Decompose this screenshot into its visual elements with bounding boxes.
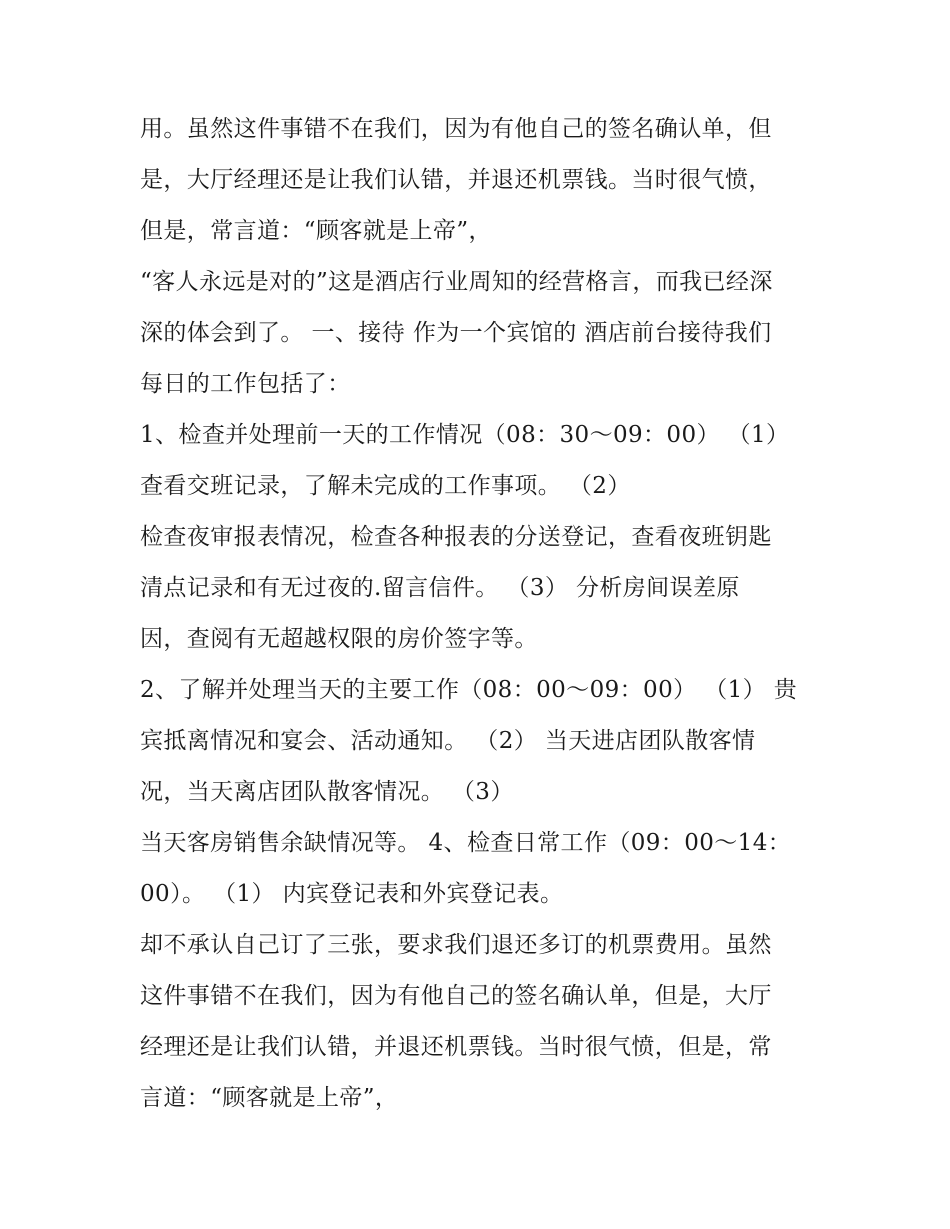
text-line-10: 清点记录和有无过夜的.留言信件。 （3） 分析房间误差原 <box>140 575 740 601</box>
text-line-4: “客人永远是对的”这是酒店行业周知的经营格言，而我已经深 <box>140 269 773 295</box>
text-line-19: 经理还是让我们认错，并退还机票钱。当时很气愤，但是，常 <box>140 1034 772 1060</box>
text-line-13: 宾抵离情况和宴会、活动通知。 （2） 当天进店团队散客情 <box>140 728 756 754</box>
document-body <box>140 104 820 1124</box>
text-line-11: 因，查阅有无超越权限的房价签字等。 <box>140 626 538 652</box>
text-line-1: 用。虽然这件事错不在我们，因为有他自己的签名确认单，但 <box>140 116 772 142</box>
text-line-17: 却不承认自己订了三张，要求我们退还多订的机票费用。虽然 <box>140 932 772 958</box>
text-line-9: 检查夜审报表情况，检查各种报表的分送登记，查看夜班钥匙 <box>140 524 772 550</box>
text-line-5: 深的体会到了。 一、接待 作为一个宾馆的 酒店前台接待我们 <box>140 320 772 346</box>
text-line-16: 00）。 （1） 内宾登记表和外宾登记表。 <box>140 881 564 907</box>
text-line-14: 况，当天离店团队散客情况。 （3） <box>140 779 514 805</box>
text-line-20: 言道：“顾客就是上帝”， <box>140 1085 399 1111</box>
text-line-12: 2、了解并处理当天的主要工作（08：00～09：00） （1） 贵 <box>140 677 798 703</box>
text-line-15: 当天客房销售余缺情况等。 4、检查日常工作（09：00～14： <box>140 830 792 856</box>
text-line-2: 是，大厅经理还是让我们认错，并退还机票钱。当时很气愤， <box>140 167 772 193</box>
text-line-18: 这件事错不在我们，因为有他自己的签名确认单，但是，大厅 <box>140 983 772 1009</box>
text-line-7: 1、检查并处理前一天的工作情况（08：30～09：00） （1） <box>140 422 790 448</box>
text-line-3: 但是，常言道：“顾客就是上帝”， <box>140 218 492 244</box>
text-line-6: 每日的工作包括了： <box>140 371 351 397</box>
text-line-8: 查看交班记录，了解未完成的工作事项。 （2） <box>140 473 631 499</box>
